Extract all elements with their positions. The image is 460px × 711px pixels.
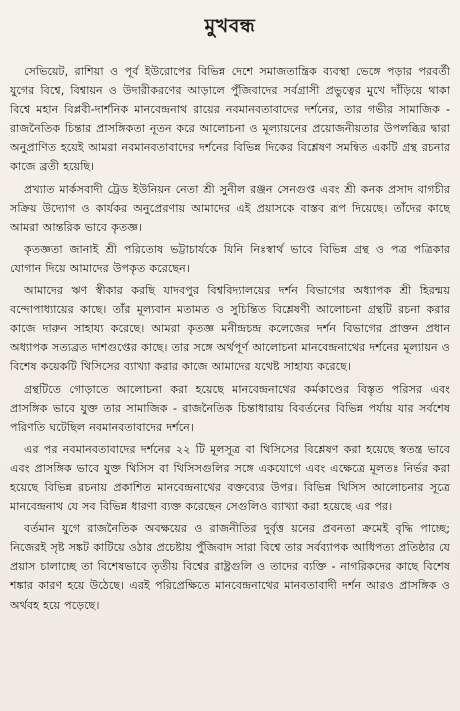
paragraph-5: গ্রন্থটিতে গোড়াতে আলোচনা করা হয়েছে মানবেন্দ্রনাথের কর্মকাণ্ডের বিস্তৃত পরিসর এবং প্রাসঙ্গিক ভাবে যুক্ত তার সামাজিক - রাজনৈতিক চিন্তাধারায় বিবর্তনের বিভিন্ন পর্যায় যার সর্বশেষ পরিণতি ঘটেছিল নবমানবতাবাদের দর্শনে।	[10, 382, 450, 434]
paragraph-1: সেভিয়েট, রাশিয়া ও পূর্ব ইউরোপের বিভিন্ন দেশে সমাজতান্ত্রিক ব্যবস্থা ভেঙ্গে পড়ার পরবর্তী যুগের বিশ্বে, বিশ্বায়ন ও উদারীকরণের আড়ালে পুঁজিবাদের সর্বগ্রাসী প্রভুত্বের মুখে দাঁড়িয়ে থাকা বিশ্বে মহান বিপ্লবী-দার্শনিক মানবেন্দ্রনাথ রায়ের নবমানবতাবাদের দর্শনের, তার গভীর সামাজিক - রাজনৈতিক চিন্তার প্রাসঙ্গিকতা নূতন করে আলোচনা ও মূল্যায়নের প্রয়োজনীয়তার উপলব্ধির দ্বারা অনুপ্রাণিত হয়েই আমরা নবমানবতাবাদের দর্শনের বিভিন্ন দিকের বিশ্লেষণ সমন্বিত একটি গ্রন্থ রচনার কাজে ব্রতী হয়েছি।	[10, 65, 450, 174]
paragraph-7: বর্তমান যুগে রাজনৈতিক অবক্ষয়ের ও রাজনীতির দুর্বৃত্ত য়নের প্রবনতা ক্রমেই বৃদ্ধি পাচ্ছে; নিজেরই সৃষ্ট সঙ্কট কাটিয়ে ওঠার প্রচেষ্টায় পুঁজিবাদ সারা বিশ্বে তার সর্বব্যাপক আধিপত্য প্রতিষ্ঠার যে প্রয়াস চালাচ্ছে তা বিশেষভাবে তৃতীয় বিশ্বের রাষ্ট্রগুলি ও তাদের ব্যক্তি - নাগরিকদের কাছে বিশেষ শঙ্কার কারণ হয়ে উঠেছে। এরই পরিপ্রেক্ষিতে মানবেন্দ্রনাথের মানবতাবাদী দর্শন আরও প্রাসঙ্গিক ও অর্থবহ হয়ে পড়েছে।	[10, 522, 450, 612]
paragraph-4: আমাদের ঋণ স্বীকার করছি যাদবপুর বিশ্ববিদ্যালয়ের দর্শন বিভাগের অধ্যাপক শ্রী হিরন্ময় বন্দোপাধ্যায়ের কাছে। তাঁর মূল্যবান মতামত ও সুচিন্তিত বিশ্লেষণী আলোচনা গ্রন্থটি রচনা করার কাজে দারুন সাহায্য করেছে। আমরা কৃতজ্ঞ মনীন্দ্রচন্দ্র কলেজের দর্শন বিভাগের প্রাক্তন প্রধান অধ্যাপক সত্যব্রত দাশগুপ্তের কাছে। তার সঙ্গে অর্থপূর্ণ আলোচনা মানবেন্দ্রনাথের দর্শনের মূল্যায়ন ও বিশেষ কয়েকটি থিসিসের ব্যাখ্যা করার কাজে আমাদের যথেষ্ট সাহায্য করেছে।	[10, 284, 450, 374]
paragraph-6: এর পর নবমানবতাবাদের দর্শনের ২২ টি মূলসূত্র বা থিসিসের বিশ্লেষণ করা হয়েছে স্বতন্ত্র ভাবে এবং প্রাসঙ্গিক ভাবে যুক্ত থিসিস বা থিসিসগুলির সঙ্গে একযোগে এবং এক্ষেত্রে মূলতঃ নির্ভর করা হয়েছে বিভিন্ন রচনায় প্রকাশিত মানবেন্দ্রনাথের বক্তব্যের উপর। বিভিন্ন থিসিস আলোচনার সূত্রে মানবেন্দ্রনাথ যে সব বিভিন্ন ধারণা ব্যক্ত করেছেন সেগুলিও ব্যাখ্যা করা হয়েছে এর পর।	[10, 442, 450, 514]
page-title: মুখবন্ধ	[204, 15, 256, 37]
paragraph-3: কৃতজ্ঞতা জানাই শ্রী পরিতোষ ভট্টাচার্যকে যিনি নিঃস্বার্থ ভাবে বিভিন্ন গ্রন্থ ও পত্র পত্রিকার যোগান দিয়ে আমাদের উপকৃত করেছেন।	[10, 242, 450, 275]
paragraph-2: প্রখ্যাত মার্কসবাদী ট্রেড ইউনিয়ন নেতা শ্রী সুনীল রঞ্জন সেনগুপ্ত এবং শ্রী কনক প্রসাদ বাগচীর সক্রিয় উদ্যোগ ও কার্যকর অনুপ্রেরণায় আমাদের এই প্রয়াসকে বাস্তব রূপ দিয়েছে। তাঁদের কাছে আমরা আন্তরিক ভাবে কৃতজ্ঞ।	[10, 182, 450, 234]
